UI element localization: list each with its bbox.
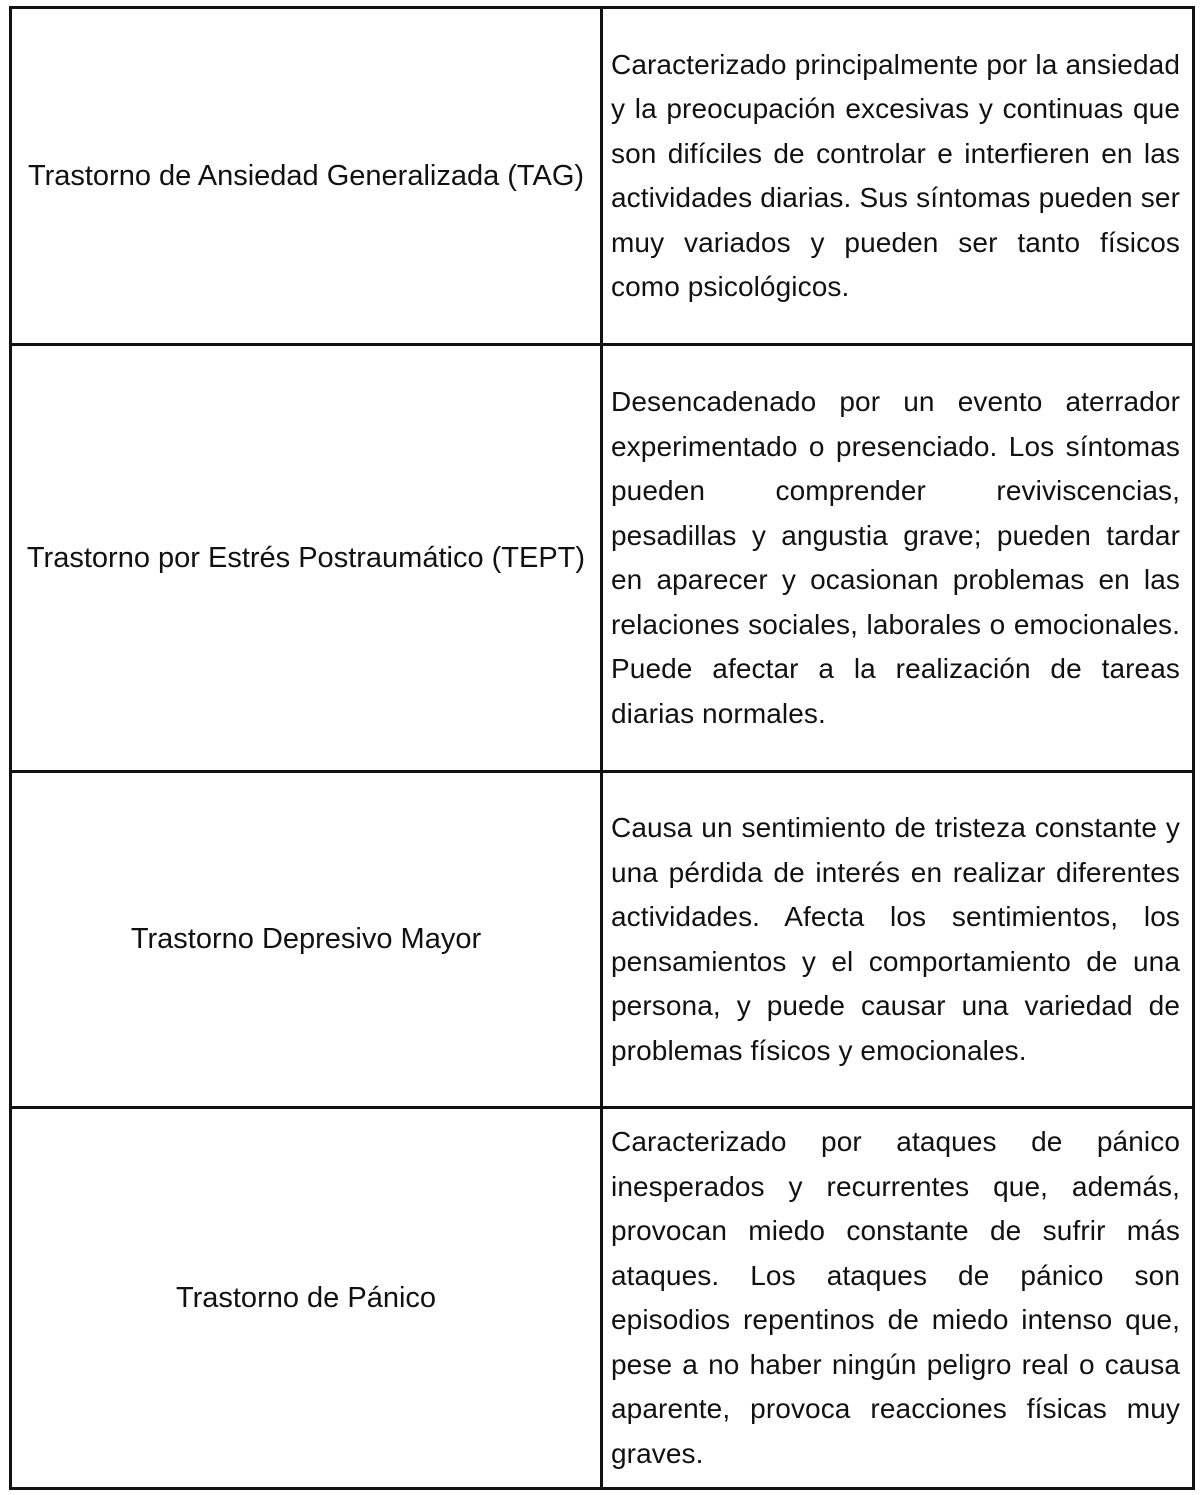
disorder-description: Caracterizado principalmente por la ansiedad y la preocupación excesivas y continuas que son difíciles de controlar e interfieren en las actividades diarias. Sus síntomas pueden ser muy variados y pueden ser tanto físicos como psicológicos. <box>602 8 1194 345</box>
disorder-name: Trastorno de Ansiedad Generalizada (TAG) <box>27 159 585 192</box>
table-row <box>11 1108 1194 1489</box>
disorder-name: Trastorno de Pánico <box>175 1281 437 1314</box>
disorder-name-cell <box>11 772 602 1108</box>
disorder-name: Trastorno por Estrés Postraumático (TEPT) <box>26 541 586 574</box>
disorder-description: Causa un sentimiento de tristeza constante y una pérdida de interés en realizar diferentes actividades. Afecta los sentimientos, los pensamientos y el comportamiento de una persona, y puede causar una variedad de problemas físicos y emocionales. <box>602 772 1194 1108</box>
disorder-description: Desencadenado por un evento aterrador experimentado o presenciado. Los síntomas pueden comprender reviviscencias, pesadillas y angustia grave; pueden tardar en aparecer y ocasionan problemas en las relaciones sociales, laborales o emocionales. Puede afectar a la realización de tareas diarias normales. <box>602 345 1194 772</box>
disorder-name-cell <box>11 8 602 345</box>
disorder-description: Caracterizado por ataques de pánico inesperados y recurrentes que, además, provocan miedo constante de sufrir más ataques. Los ataques de pánico son episodios repentinos de miedo intenso que, pese a no haber ningún peligro real o causa aparente, provoca reacciones físicas muy graves. <box>602 1108 1194 1489</box>
disorder-name-cell <box>11 1108 602 1489</box>
disorder-name: Trastorno Depresivo Mayor <box>130 923 482 955</box>
table-row <box>11 8 1194 345</box>
table-row <box>11 772 1194 1108</box>
disorder-name-cell <box>11 345 602 772</box>
table-row <box>11 345 1194 772</box>
disorders-table <box>9 6 1195 1490</box>
